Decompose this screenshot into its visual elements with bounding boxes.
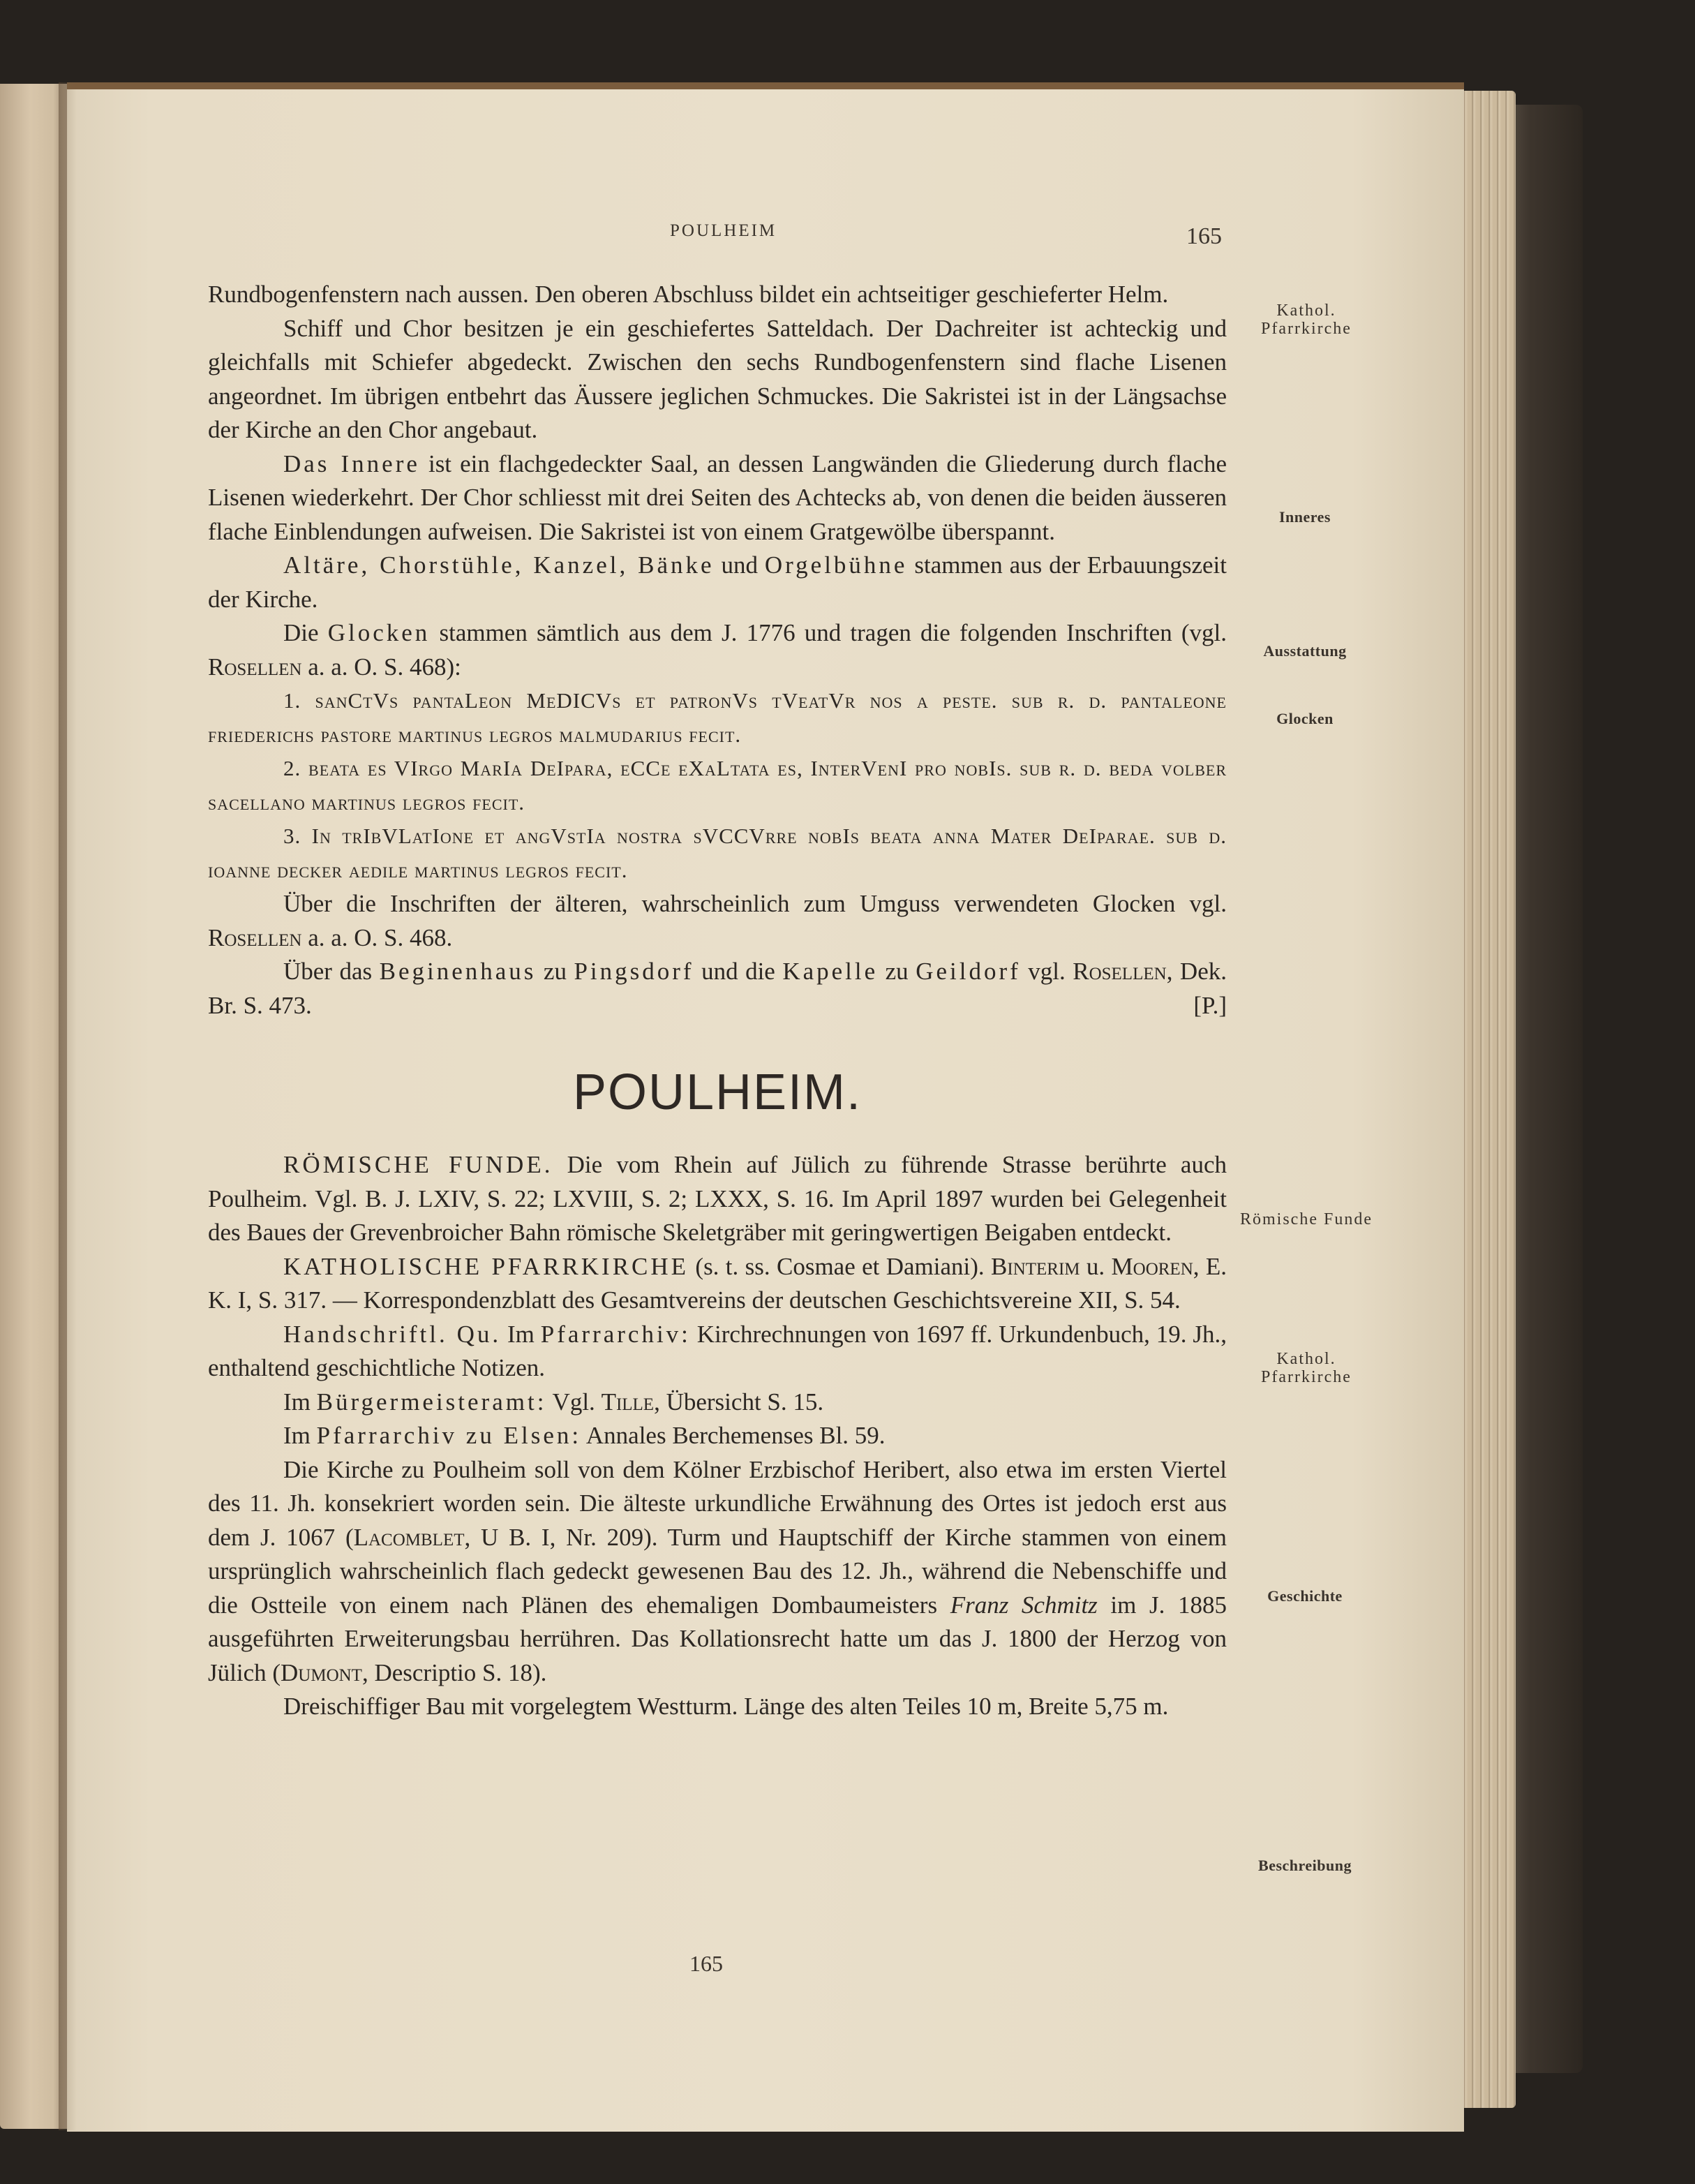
paragraph-text: stammen aus der Erbauungszeit der Kirche. xyxy=(208,551,1227,613)
author-name: Dumont xyxy=(281,1658,362,1686)
author-name: Binterim xyxy=(991,1252,1080,1280)
spaced-term: Das Innere xyxy=(283,450,420,477)
paragraph xyxy=(208,447,1227,549)
paragraph-text: Im xyxy=(283,1388,317,1416)
author-signature: [P.] xyxy=(1193,991,1227,1019)
spaced-term: Beginenhaus xyxy=(379,958,537,985)
architect-name: Franz Schmitz xyxy=(950,1591,1098,1619)
inscription: 2. beata es VIrgo MarIa DeIpara, eCCe eXaLtata es, InterVenI pro nobIs. sub r. d. beda volber sacellano martinus legros fecit. xyxy=(208,756,1227,815)
paragraph xyxy=(208,1386,1227,1420)
paragraph-text: , U B. I, Nr. 209). Turm und Hauptschiff der Kirche stammen von einem ursprünglich wahrscheinlich flach gedeckt gewesenen Bau des 12. Jh., während die Nebenschiffe und die Ostteile von einem nach Plänen des ehemaligen Dombaumeisters xyxy=(208,1523,1227,1619)
paragraph xyxy=(208,887,1227,955)
spaced-term: RÖMISCHE FUNDE. xyxy=(283,1151,553,1178)
paragraph-text: Kirchrechnungen von 1697 ff. Urkundenbuch, 19. Jh., enthaltend geschichtliche Notizen. xyxy=(208,1320,1227,1381)
paragraph-text: Im xyxy=(283,1422,317,1449)
author-name: Rosellen xyxy=(1073,958,1167,985)
paragraph-text: Annales Berchemenses Bl. 59. xyxy=(581,1422,886,1449)
spaced-term: Orgelbühne xyxy=(764,551,908,579)
paragraph-text: (s. t. ss. Cosmae et Damiani). xyxy=(689,1252,992,1280)
paragraph-text: Die xyxy=(283,619,328,646)
page-number-bottom: 165 xyxy=(689,1951,723,1976)
paragraph xyxy=(208,1148,1227,1250)
paragraph-text: Über die Inschriften der älteren, wahrscheinlich zum Umguss verwendeten Glocken vgl. xyxy=(283,890,1227,917)
margin-note-glocken: Glocken xyxy=(1276,710,1334,727)
paragraph-text: , Übersicht S. 15. xyxy=(654,1388,824,1416)
paragraph xyxy=(208,1419,1227,1453)
paragraph-text: Vgl. xyxy=(546,1388,602,1416)
paragraph-text: stammen sämtlich aus dem J. 1776 und tragen die folgenden Inschriften (vgl. xyxy=(430,619,1227,646)
paragraph: Dreischiffiger Bau mit vorgelegtem Westturm. Länge des alten Teiles 10 m, Breite 5,75 m. xyxy=(283,1693,1169,1720)
inscription: 3. In trIbVLatIone et angVstIa nostra sVCCVrre nobIs beata anna Mater DeIparae. sub d. ioanne decker aedile martinus legros fecit. xyxy=(208,824,1227,882)
spaced-term: Glocken xyxy=(327,619,431,646)
spaced-term: Altäre, Chorstühle, Kanzel, Bänke xyxy=(283,551,715,579)
paragraph-text: Die Kirche zu Poulheim soll von dem Kölner Erzbischof Heribert, also etwa im ersten Viertel des 11. Jh. konsekriert worden sein. Die älteste urkundliche Erwähnung des Ortes ist jedoch erst aus dem J. 1067 ( xyxy=(208,1455,1227,1551)
margin-note-beschreibung: Beschreibung xyxy=(1258,1857,1352,1874)
body-text xyxy=(208,278,1227,1724)
paragraph xyxy=(208,1453,1227,1691)
paragraph xyxy=(208,1318,1227,1386)
paragraph xyxy=(208,549,1227,616)
author-name: Lacomblet xyxy=(353,1523,465,1551)
left-page-edge xyxy=(0,84,67,2129)
author-name: Rosellen xyxy=(208,653,302,681)
spaced-term: Pfarrarchiv: xyxy=(540,1320,691,1348)
spaced-term: Pingsdorf xyxy=(574,958,694,985)
paragraph-text: Über das xyxy=(283,958,380,985)
paragraph-text: ist ein flachgedeckter Saal, an dessen Langwänden die Gliederung durch flache Lisenen wiederkehrt. Der Chor schliesst mit drei Seiten des Achtecks ab, von denen die beiden äusseren flache Einblendungen aufweisen. Die Sakristei ist von einem Gratgewölbe überspannt. xyxy=(208,450,1227,545)
paragraph-text: und die xyxy=(694,958,783,985)
margin-note-roemische-funde: Römische Funde xyxy=(1240,1210,1373,1228)
paragraph-text: Im xyxy=(501,1320,541,1348)
spaced-term: Kapelle xyxy=(782,958,879,985)
gutter-shadow xyxy=(59,82,77,2130)
paragraph-text: u. xyxy=(1080,1252,1112,1280)
spaced-term: Bürgermeisteramt: xyxy=(316,1388,547,1416)
spaced-term: Geildorf xyxy=(916,958,1021,985)
paragraph xyxy=(208,1250,1227,1318)
paragraph-text: a. a. O. S. 468. xyxy=(301,923,453,951)
margin-note-kathol-pfarrkirche: Kathol. Pfarrkirche xyxy=(1261,302,1352,338)
margin-note-ausstattung: Ausstattung xyxy=(1263,642,1347,660)
paragraph-text: , Dek. Br. S. 473. xyxy=(208,958,1227,1019)
section-title: POULHEIM. xyxy=(572,1064,863,1120)
page-number-top: 165 xyxy=(1186,223,1222,249)
inscription: 1. sanCtVs pantaLeon MeDICVs et patronVs tVeatVr nos a peste. sub r. d. pantaleone friederichs pastore martinus legros malmudarius fecit. xyxy=(208,688,1227,747)
paragraph-text: und xyxy=(714,551,765,579)
paragraph: Rundbogenfenstern nach aussen. Den oberen Abschluss bildet ein achtseitiger geschieferter Helm. xyxy=(208,281,1169,308)
paragraph-text: im J. 1885 ausgeführten Erweiterungsbau herrühren. Das Kollationsrecht hatte um das J. 1800 der Herzog von Jülich ( xyxy=(208,1591,1227,1686)
paragraph-text: , Descriptio S. 18). xyxy=(361,1658,547,1686)
margin-note-geschichte: Geschichte xyxy=(1267,1587,1343,1605)
margin-note-kathol-pfarrkirche-2: Kathol. Pfarrkirche xyxy=(1261,1350,1352,1386)
author-name: Mooren xyxy=(1111,1252,1193,1280)
spaced-term: KATHOLISCHE PFARRKIRCHE xyxy=(283,1252,689,1280)
paragraph-text: Die vom Rhein auf Jülich zu führende Strasse berührte auch Poulheim. Vgl. B. J. LXIV, S. 22; LXVIII, S. 2; LXXX, S. 16. Im April 1897 wurden bei Gelegenheit des Baues der Grevenbroicher Bahn römische Skeletgräber mit geringwertigen Beigaben entdeckt. xyxy=(208,1151,1227,1246)
paragraph: Schiff und Chor besitzen je ein geschiefertes Satteldach. Der Dachreiter ist achteckig und gleichfalls mit Schiefer abgedeckt. Zwischen den sechs Rundbogenfenstern sind flache Lisenen angeordnet. Im übrigen entbehrt das Äussere jeglichen Schmuckes. Die Sakristei ist in der Längsachse der Kirche an den Chor angebaut. xyxy=(208,314,1227,443)
spaced-term: Handschriftl. Qu. xyxy=(283,1320,502,1348)
paragraph-text: , E. K. I, S. 317. — Korrespondenzblatt des Gesamtvereins der deutschen Geschichtsvereine XII, S. 54. xyxy=(208,1252,1227,1314)
margin-note-inneres: Inneres xyxy=(1279,508,1331,526)
paragraph-text: zu xyxy=(878,958,916,985)
paragraph-text: vgl. xyxy=(1020,958,1073,985)
author-name: Tille xyxy=(601,1388,655,1416)
spaced-term: Pfarrarchiv zu Elsen: xyxy=(316,1422,582,1449)
page-edges xyxy=(1460,91,1516,2108)
running-head: POULHEIM xyxy=(670,221,777,240)
author-name: Rosellen xyxy=(208,923,302,951)
paragraph xyxy=(208,955,1227,1023)
paragraph xyxy=(208,616,1227,684)
paragraph-text: a. a. O. S. 468): xyxy=(301,653,461,681)
paragraph-text: zu xyxy=(536,958,574,985)
